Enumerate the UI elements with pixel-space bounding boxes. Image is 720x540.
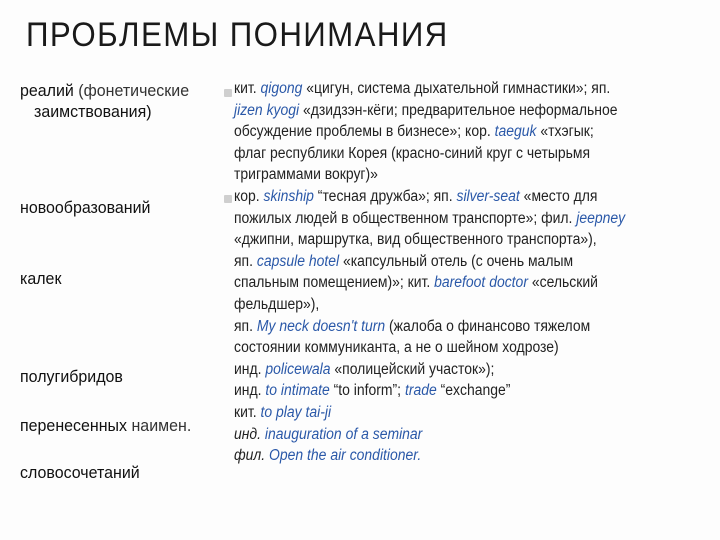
example-text: «тхэгык; bbox=[536, 123, 594, 141]
example-text: кит. bbox=[234, 80, 261, 97]
foreign-term: jeepney bbox=[576, 209, 626, 227]
bullet-marker bbox=[224, 89, 232, 97]
example-line bbox=[234, 229, 659, 251]
foreign-term: trade bbox=[404, 382, 437, 400]
example-text: “to inform”; bbox=[329, 382, 405, 400]
example-text: триграммами вокруг)» bbox=[234, 166, 378, 184]
example-text: спальным помещением)»; кит. bbox=[234, 274, 435, 292]
example-line bbox=[234, 121, 659, 143]
category-note: (фонетические bbox=[73, 81, 190, 100]
example-text: “exchange” bbox=[436, 382, 511, 400]
example-line bbox=[234, 100, 659, 122]
foreign-term: silver-seat bbox=[456, 187, 520, 205]
example-line bbox=[234, 294, 659, 316]
example-text: кит. bbox=[234, 403, 261, 421]
foreign-term: jizen kyogi bbox=[234, 101, 300, 119]
example-line bbox=[234, 316, 659, 338]
example-line bbox=[234, 424, 659, 446]
page-title: ПРОБЛЕМЫ ПОНИМАНИЯ bbox=[26, 16, 449, 54]
example-line bbox=[234, 445, 659, 467]
example-text: “тесная дружба»; яп. bbox=[313, 187, 457, 205]
example-text: «сельский bbox=[527, 274, 598, 292]
foreign-term: My neck doesn't turn bbox=[256, 317, 386, 335]
example-text: инд. bbox=[234, 425, 265, 443]
category-calques: калек bbox=[20, 269, 62, 288]
example-text: фил. bbox=[234, 447, 270, 465]
foreign-term: qigong bbox=[260, 80, 303, 97]
example-line bbox=[234, 251, 659, 273]
example-text: фельдшер»), bbox=[234, 295, 320, 313]
example-text: флаг республики Корея (красно-синий круг с четырьмя bbox=[234, 144, 591, 162]
example-text: состоянии коммуниканта, а не о шейном ходрозе) bbox=[234, 339, 559, 357]
example-line bbox=[234, 186, 659, 208]
example-text: «джипни, маршрутка, вид общественного транспорта»), bbox=[234, 231, 597, 249]
example-text: (жалоба о финансово тяжелом bbox=[385, 317, 591, 335]
example-line bbox=[234, 78, 659, 100]
example-text: «полицейский участок»); bbox=[330, 360, 495, 378]
example-line bbox=[234, 359, 659, 381]
foreign-term: skinship bbox=[263, 187, 314, 205]
foreign-term: capsule hotel bbox=[256, 252, 340, 270]
example-line bbox=[234, 402, 659, 424]
example-line bbox=[234, 337, 659, 359]
category-label: реалий bbox=[20, 81, 74, 100]
example-line bbox=[234, 143, 659, 165]
example-text: пожилых людей в общественном транспорте»; фил. bbox=[234, 209, 577, 227]
category-semi-hybrids: полугибридов bbox=[20, 367, 123, 386]
category-neologisms: новообразований bbox=[20, 198, 151, 217]
foreign-term: to play tai-ji bbox=[260, 403, 332, 421]
example-line bbox=[234, 272, 659, 294]
bullet-marker bbox=[224, 195, 232, 203]
category-note-line2: заимствования) bbox=[34, 102, 152, 121]
foreign-term: to intimate bbox=[265, 382, 330, 400]
example-text: «капсульный отель (с очень малым bbox=[339, 252, 574, 270]
foreign-term: inauguration of a seminar bbox=[264, 425, 423, 443]
examples-list bbox=[234, 78, 706, 467]
foreign-term: policewala bbox=[265, 360, 331, 378]
example-text: «место для bbox=[519, 187, 598, 205]
category-realia bbox=[20, 80, 189, 101]
example-text: «дзидзэн-кёги; предварительное неформальное bbox=[299, 101, 618, 119]
example-line bbox=[234, 164, 659, 186]
example-text: «цигун, система дыхательной гимнастики»; яп. bbox=[302, 80, 611, 97]
foreign-term: barefoot doctor bbox=[434, 274, 528, 292]
example-line bbox=[234, 380, 659, 402]
category-note: наимен. bbox=[127, 416, 192, 435]
category-word-combinations: словосочетаний bbox=[20, 463, 140, 482]
example-text: инд. bbox=[234, 382, 266, 400]
foreign-term: Open the air conditioner. bbox=[269, 447, 422, 465]
example-line bbox=[234, 208, 659, 230]
example-text: инд. bbox=[234, 360, 266, 378]
example-text: яп. bbox=[234, 317, 257, 335]
foreign-term: taeguk bbox=[494, 123, 537, 141]
example-text: яп. bbox=[234, 252, 257, 270]
category-transferred-names bbox=[20, 415, 191, 436]
example-text: кор. bbox=[234, 187, 264, 205]
example-text: обсуждение проблемы в бизнесе»; кор. bbox=[234, 123, 495, 141]
category-label: перенесенных bbox=[20, 416, 128, 435]
